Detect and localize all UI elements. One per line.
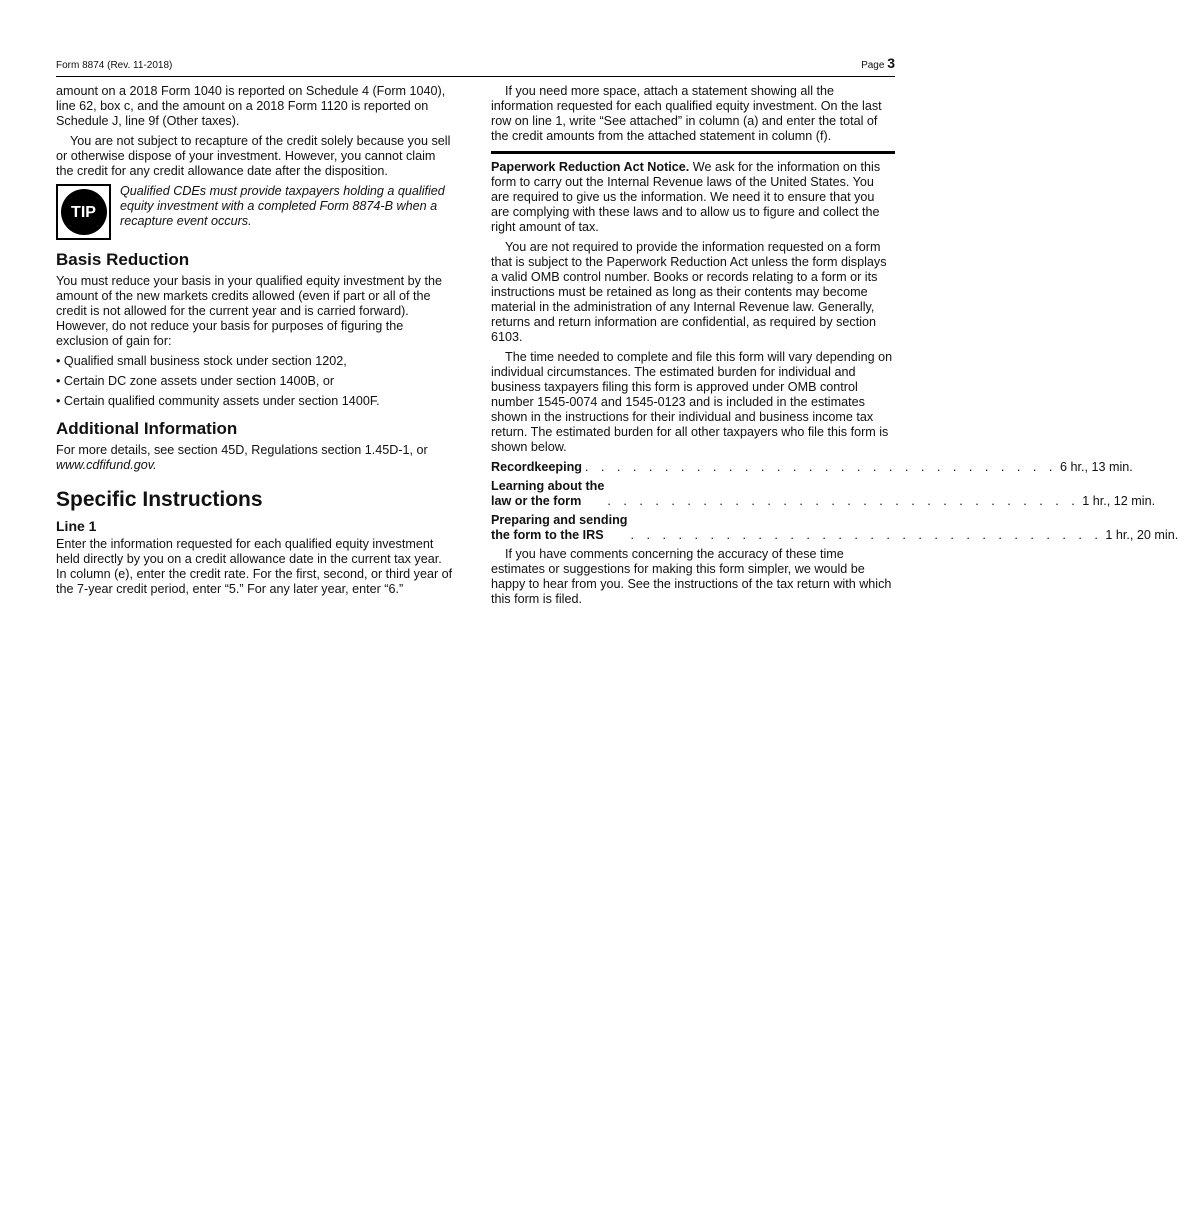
- burden-label-line2: law or the form: [491, 494, 582, 508]
- page-header: [56, 56, 895, 77]
- tip-box: [56, 184, 454, 240]
- paperwork-notice-paragraph: [491, 160, 895, 235]
- cdfifund-link[interactable]: www.cdfifund.gov.: [56, 458, 157, 472]
- omb-paragraph: You are not required to provide the information requested on a form that is subject to the Paperwork Reduction Act unless the form displays a valid OMB control number. Books or records relating to a form or its instructions must be retained as long as their contents may become material in the administration of any Internal Revenue law. Generally, returns and return information are confidential, as required by section 6103.: [491, 240, 887, 344]
- section-divider: [491, 151, 895, 154]
- additional-information-text: [56, 443, 454, 473]
- disposition-paragraph: You are not subject to recapture of the credit solely because you sell or otherwise dispose of your investment. However, you cannot claim the credit for any credit allowance date after the disposition.: [56, 134, 451, 178]
- more-space-paragraph: If you need more space, attach a statement showing all the information requested for each qualified equity investment. On the last row on line 1, write “See attached” in column (a) and enter the total of the credit amounts from the attached statement in column (f).: [491, 84, 882, 143]
- bullet-item: • Certain qualified community assets under section 1400F.: [56, 394, 380, 408]
- burden-value: 6 hr., 13 min.: [1059, 460, 1133, 474]
- burden-row-learning: [491, 479, 1156, 509]
- left-column: [56, 84, 454, 602]
- burden-label: [491, 513, 627, 543]
- recapture-paragraph: amount on a 2018 Form 1040 is reported on Schedule 4 (Form 1040), line 62, box c, and the amount on a 2018 Form 1120 is reported on Schedule J, line 9f (Other taxes).: [56, 84, 446, 128]
- burden-value: 1 hr., 20 min.: [1105, 528, 1178, 542]
- paperwork-notice-text: We ask for the information on this form to carry out the Internal Revenue laws of the United States. You are required to give us the information. We need it to ensure that you are complying with these laws and to allow us to figure and collect the right amount of tax.: [491, 160, 881, 234]
- leader-dots: . . . . . . . . . . . . . . . . . . . . . . . . . . . . . .: [607, 494, 1080, 508]
- line1-heading: Line 1: [56, 518, 97, 534]
- burden-label-line1: Preparing and sending: [491, 513, 628, 527]
- additional-information-heading: Additional Information: [56, 419, 238, 438]
- paperwork-notice-title: Paperwork Reduction Act Notice.: [491, 160, 690, 174]
- tip-badge: TIP: [61, 189, 107, 235]
- right-column: [491, 84, 1178, 612]
- comments-paragraph: If you have comments concerning the accuracy of these time estimates or suggestions for making this form simpler, we would be happy to hear from you. See the instructions of the tax return with which this form is filed.: [491, 547, 892, 606]
- burden-row-preparing: [491, 513, 1178, 543]
- line1-text: Enter the information requested for each qualified equity investment held directly by you on a credit allowance date in the current tax year. In column (e), enter the credit rate. For the first, second, or third year of the 7-year credit period, enter “5.” For any later year, enter “6.”: [56, 537, 453, 596]
- tip-text: Qualified CDEs must provide taxpayers holding a qualified equity investment with a completed Form 8874-B when a recapture event occurs.: [120, 184, 445, 228]
- basis-reduction-heading: Basis Reduction: [56, 250, 190, 269]
- additional-information-lead: For more details, see section 45D, Regulations section 1.45D-1, or: [56, 443, 428, 457]
- burden-label-line1: Learning about the: [491, 479, 605, 493]
- page-word: Page: [861, 60, 885, 71]
- tip-icon: [56, 184, 111, 240]
- page-number-label: [861, 56, 895, 73]
- leader-dots: . . . . . . . . . . . . . . . . . . . . . . . . . . . . . .: [584, 460, 1057, 474]
- leader-dots: . . . . . . . . . . . . . . . . . . . . . . . . . . . . . .: [630, 528, 1103, 542]
- burden-label-line2: the form to the IRS: [491, 528, 604, 542]
- basis-reduction-text: You must reduce your basis in your qualified equity investment by the amount of the new markets credits allowed (even if part or all of the credit is not allowed for the current year and is carried forward). However, do not reduce your basis for purposes of figuring the exclusion of gain for:: [56, 274, 442, 348]
- page-number: 3: [887, 55, 895, 71]
- burden-label: [491, 479, 604, 509]
- specific-instructions-heading: Specific Instructions: [56, 488, 263, 511]
- burden-row-recordkeeping: [491, 460, 1133, 475]
- time-needed-paragraph: The time needed to complete and file this form will vary depending on individual circumstances. The estimated burden for individual and business taxpayers filing this form is approved under OMB control number 1545-0074 and 1545-0123 and is included in the estimates shown in the instructions for their individual and business income tax return. The estimated burden for all other taxpayers who file this form is shown below.: [491, 350, 893, 454]
- burden-value: 1 hr., 12 min.: [1082, 494, 1156, 508]
- form-label: Form 8874 (Rev. 11-2018): [56, 60, 173, 71]
- burden-label: Recordkeeping: [491, 460, 582, 474]
- bullet-item: • Qualified small business stock under section 1202,: [56, 354, 347, 368]
- bullet-item: • Certain DC zone assets under section 1400B, or: [56, 374, 335, 388]
